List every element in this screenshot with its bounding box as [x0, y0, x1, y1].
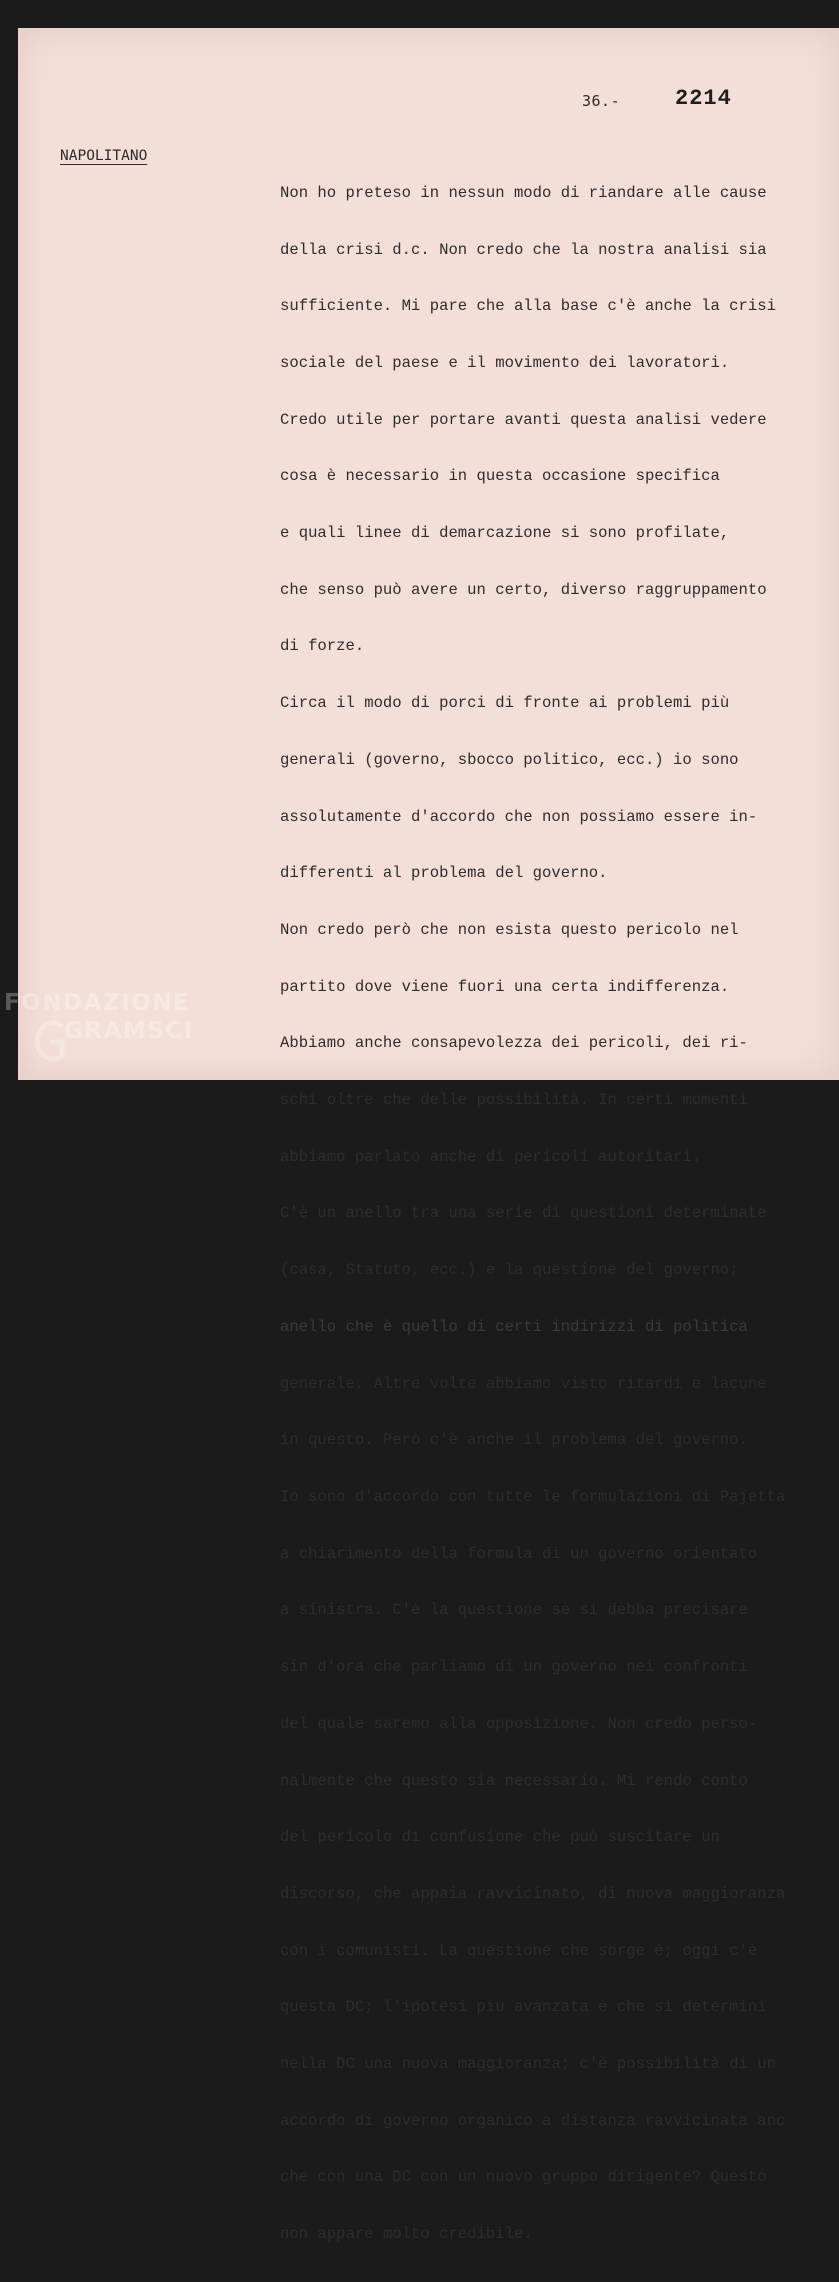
text-line: di forze. [280, 637, 365, 656]
watermark-line-2: GRAMSCI [64, 1018, 194, 1044]
text-line: sufficiente. Mi pare che alla base c'è anche la crisi [280, 297, 776, 316]
text-line: anello che è quello di certi indirizzi di politica [280, 1317, 748, 1336]
text-line: a chiarimento della formula di un governo orientato [280, 1544, 758, 1563]
text-line: schi oltre che delle possibilità. In certi momenti [280, 1091, 748, 1110]
text-line: (casa, Statuto, ecc.) e la questione del governo; [280, 1261, 739, 1280]
text-line: in questo. Però c'è anche il problema del governo. [280, 1431, 748, 1450]
text-line: che senso può avere un certo, diverso raggruppamento [280, 580, 767, 599]
text-line: non appare molto credibile. [280, 2225, 533, 2244]
text-line: del pericolo di confusione che può suscitare un [280, 1828, 720, 1847]
speech-text [280, 146, 785, 2282]
text-line: partito dove viene fuori una certa indifferenza. [280, 977, 730, 996]
text-line: e quali linee di demarcazione si sono profilate, [280, 524, 730, 543]
text-line: Abbiamo anche consapevolezza dei pericoli, dei ri- [280, 1034, 748, 1053]
text-line: accordo di governo organico a distanza ravvicinata anc [280, 2111, 786, 2130]
text-line: C'è un anello tra una serie di questioni determinate [280, 1204, 767, 1223]
speaker-name: NAPOLITANO [60, 148, 148, 164]
archive-number: 2214 [675, 86, 732, 111]
text-line: della crisi d.c. Non credo che la nostra analisi sia [280, 240, 767, 259]
text-line: Credo utile per portare avanti questa analisi vedere [280, 410, 767, 429]
text-line: del quale saremo alla opposizione. Non credo perso- [280, 1714, 758, 1733]
text-line: sociale del paese e il movimento dei lavoratori. [280, 353, 730, 372]
text-line: con i comunisti. La questione che sorge è; oggi c'è [280, 1941, 758, 1960]
text-line: generali (governo, sbocco politico, ecc.) io sono [280, 750, 739, 769]
text-line: differenti al problema del governo. [280, 864, 608, 883]
watermark-line-1: FONDAZIONE [4, 990, 191, 1016]
text-line: Circa il modo di porci di fronte ai problemi più [280, 694, 730, 713]
text-line: questa DC; l'ipotesi più avanzata è che si determini [280, 1998, 767, 2017]
text-line: generale. Altre volte abbiamo visto ritardi e lacune [280, 1374, 767, 1393]
text-line: nalmente che questo sia necessario. Mi rendo conto [280, 1771, 748, 1790]
text-line: Non ho preteso in nessun modo di riandare alle cause [280, 183, 767, 202]
text-line: abbiamo parlato anche di pericoli autoritari. [280, 1147, 702, 1166]
text-line: sin d'ora che parliamo di un governo nei confronti [280, 1658, 748, 1677]
text-line: che con una DC con un nuovo gruppo dirigente? Questo [280, 2168, 767, 2187]
text-line: a sinistra. C'è la questione se si debba precisare [280, 1601, 748, 1620]
text-line: cosa è necessario in questa occasione specifica [280, 467, 720, 486]
text-line: Non credo però che non esista questo pericolo nel [280, 920, 739, 939]
page-number: 36.- [582, 92, 621, 110]
text-line: assolutamente d'accordo che non possiamo essere in- [280, 807, 758, 826]
text-line: discorso, che appaia ravvicinato, di nuova maggioranza [280, 1884, 786, 1903]
text-line: nella DC una nuova maggioranza; c'è possibilità di un [280, 2055, 776, 2074]
watermark [4, 990, 214, 1070]
fondazione-gramsci-logo-icon [32, 1012, 68, 1068]
text-line: Io sono d'accordo con tutte le formulazioni di Pajetta [280, 1487, 786, 1506]
